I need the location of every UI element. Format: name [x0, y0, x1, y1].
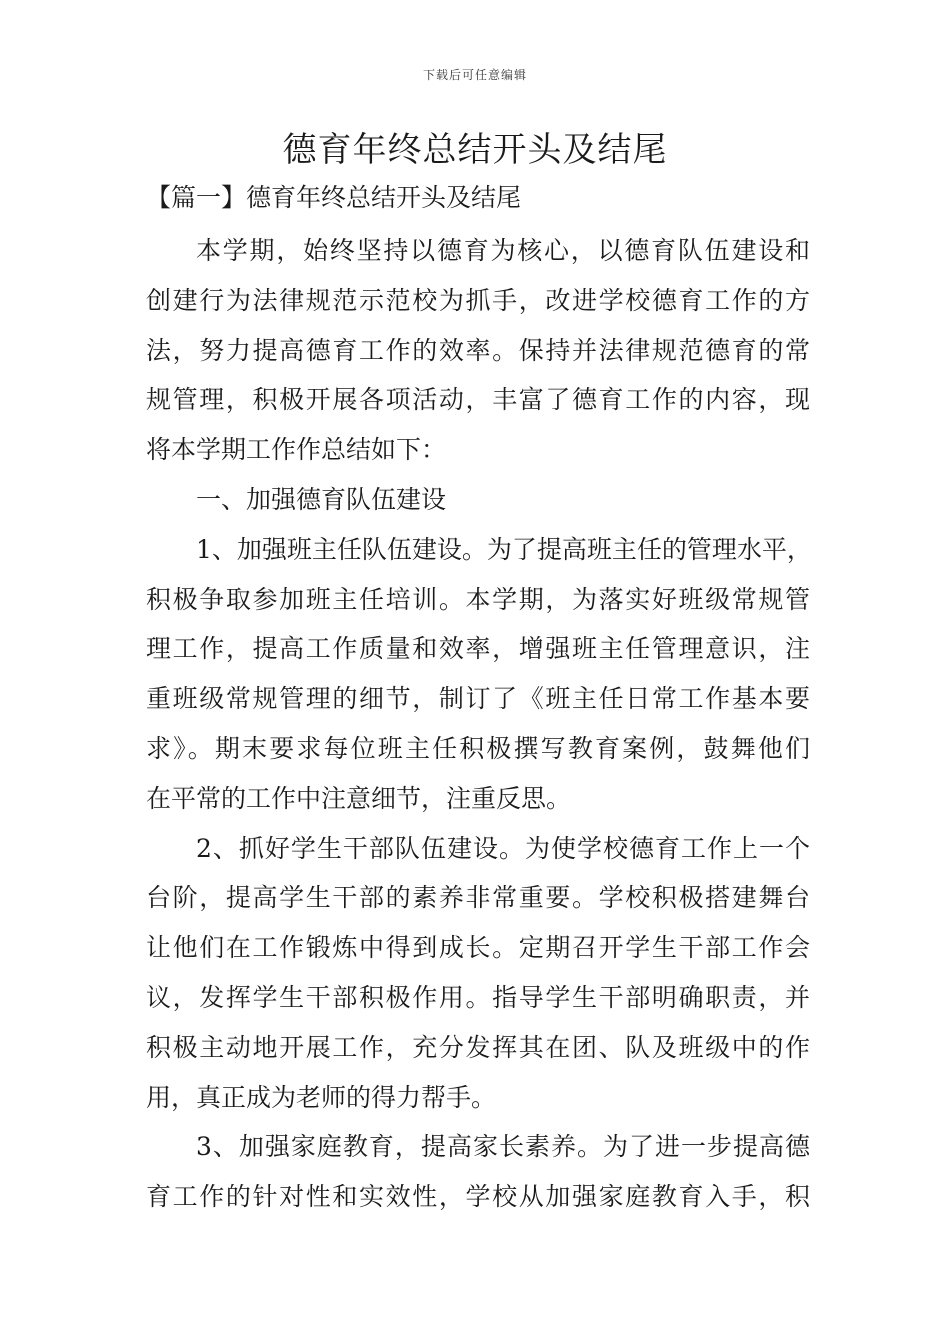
subsection-heading: 一、加强德育队伍建设 [196, 484, 447, 514]
text-line: 用，真正成为老师的得力帮手。 [146, 1082, 497, 1112]
text-line: 台阶，提高学生干部的素养非常重要。学校积极搭建舞台 [146, 883, 810, 913]
text-line: 重班级常规管理的细节，制订了《班主任日常工作基本要 [146, 684, 810, 714]
document-title: 德育年终总结开头及结尾 [282, 130, 668, 170]
document-body [146, 226, 810, 1222]
text-line: 创建行为法律规范示范校为抓手，改进学校德育工作的方 [146, 285, 810, 315]
text-line: 将本学期工作作总结如下： [146, 435, 447, 465]
text-line: 2、抓好学生干部队伍建设。为使学校德育工作上一个 [196, 833, 810, 863]
text-line: 规管理，积极开展各项活动，丰富了德育工作的内容，现 [146, 385, 810, 415]
text-line: 让他们在工作锻炼中得到成长。定期召开学生干部工作会 [146, 933, 810, 963]
text-line: 法，努力提高德育工作的效率。保持并法律规范德育的常 [146, 335, 810, 365]
section-heading: 【篇一】德育年终总结开头及结尾 [146, 183, 522, 212]
text-line: 议，发挥学生干部积极作用。指导学生干部明确职责，并 [146, 982, 810, 1012]
text-line: 育工作的针对性和实效性，学校从加强家庭教育入手，积 [146, 1182, 810, 1212]
text-line: 积极主动地开展工作，充分发挥其在团、队及班级中的作 [146, 1032, 810, 1062]
text-line: 求》。期末要求每位班主任积极撰写教育案例，鼓舞他们 [146, 733, 810, 763]
text-line: 3、加强家庭教育，提高家长素养。为了进一步提高德 [196, 1132, 810, 1162]
text-line: 1、加强班主任队伍建设。为了提高班主任的管理水平， [196, 534, 812, 564]
text-line: 本学期，始终坚持以德育为核心，以德育队伍建设和 [196, 236, 810, 265]
text-line: 积极争取参加班主任培训。本学期，为落实好班级常规管 [146, 584, 810, 614]
text-line: 在平常的工作中注意细节，注重反思。 [146, 783, 572, 813]
text-line: 理工作，提高工作质量和效率，增强班主任管理意识，注 [146, 634, 810, 664]
header-note: 下载后可任意编辑 [422, 68, 527, 82]
